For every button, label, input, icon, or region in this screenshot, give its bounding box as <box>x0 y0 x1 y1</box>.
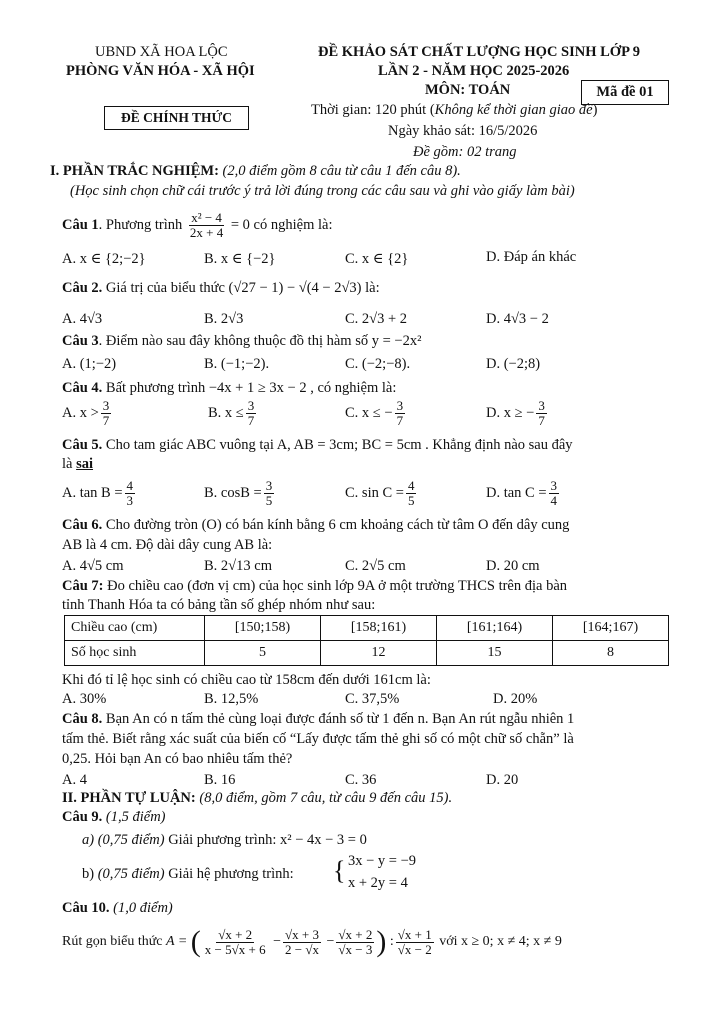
q3-option-b[interactable]: B. (−1;−2). <box>204 356 270 372</box>
table-row <box>65 641 669 666</box>
exam-date: Ngày khảo sát: 16/5/2026 <box>388 123 538 139</box>
q7-stem-3: Khi đó tỉ lệ học sinh có chiều cao từ 158cm đến dưới 161cm là: <box>62 672 431 688</box>
exam-code: Mã đề 01 <box>581 80 669 105</box>
q6-stem-2: AB là 4 cm. Độ dài dây cung AB là: <box>62 537 273 553</box>
q2-option-a[interactable]: A. 4√3 <box>62 311 103 327</box>
q5-option-d[interactable]: D. tan C = $\frac{3}{4}$ <box>486 478 558 508</box>
table-cell: 15 <box>437 641 553 666</box>
org-line1: UBND XÃ HOA LỘC <box>95 44 228 60</box>
q8-option-b[interactable]: B. 16 <box>204 772 236 788</box>
system-eq1: 3x − y = −9 <box>348 853 417 869</box>
q7-stem-2: tỉnh Thanh Hóa ta có bảng tần số ghép nhóm như sau: <box>62 597 376 613</box>
q9-heading: Câu 9. (1,5 điểm) <box>62 809 166 825</box>
q8-option-c[interactable]: C. 36 <box>345 772 377 788</box>
exam-round: LẦN 2 - NĂM HỌC 2025-2026 <box>378 63 570 79</box>
table-cell: [161;164) <box>437 616 553 641</box>
part1-instruction: (Học sinh chọn chữ cái trước ý trả lời đúng trong các câu sau và ghi vào giấy làm bài) <box>70 183 575 199</box>
q7-option-b[interactable]: B. 12,5% <box>204 691 259 707</box>
q3-option-c[interactable]: C. (−2;−8). <box>345 356 411 372</box>
q10-expression: Rút gọn biểu thức A = ( $\frac{√x + 2}{x - 5√x + 6}$ − $\frac{√x + 3}{2 - √x}$ − $\frac{√x + 2}{√x - 3}$ ) : $\frac{√x + 1}{√x - 2}$ với x ≥ 0; x ≠ 4; x ≠ 9 <box>62 925 562 958</box>
system-brace: { <box>333 856 346 885</box>
q7-option-a[interactable]: A. 30% <box>62 691 107 707</box>
table-cell: 8 <box>553 641 669 666</box>
q10-heading: Câu 10. (1,0 điểm) <box>62 900 173 916</box>
q1-option-b[interactable]: B. x ∈ {−2} <box>204 251 276 267</box>
table-cell: 5 <box>205 641 321 666</box>
q8-stem: Câu 8. Bạn An có n tấm thẻ cùng loại được đánh số từ 1 đến n. Bạn An rút ngẫu nhiên 1 <box>62 711 575 727</box>
table-cell: [150;158) <box>205 616 321 641</box>
q8-option-a[interactable]: A. 4 <box>62 772 87 788</box>
q9-part-b: b) (0,75 điểm) Giải hệ phương trình: <box>82 866 294 882</box>
exam-time: Thời gian: 120 phút (Không kể thời gian giao đề) <box>311 102 598 118</box>
q6-option-c[interactable]: C. 2√5 cm <box>345 558 406 574</box>
q9-part-a: a) (0,75 điểm) Giải phương trình: x² − 4x − 3 = 0 <box>82 832 367 848</box>
org-line2: PHÒNG VĂN HÓA - XÃ HỘI <box>66 63 255 79</box>
exam-pages: Đề gồm: 02 trang <box>413 144 517 160</box>
table-row <box>65 616 669 641</box>
q1-option-c[interactable]: C. x ∈ {2} <box>345 251 409 267</box>
q8-option-d[interactable]: D. 20 <box>486 772 519 788</box>
q6-option-b[interactable]: B. 2√13 cm <box>204 558 272 574</box>
table-cell: [164;167) <box>553 616 669 641</box>
table-cell: [158;161) <box>321 616 437 641</box>
q4-stem: Câu 4. Bất phương trình −4x + 1 ≥ 3x − 2 , có nghiệm là: <box>62 380 397 396</box>
q6-option-a[interactable]: A. 4√5 cm <box>62 558 124 574</box>
q6-stem: Câu 6. Cho đường tròn (O) có bán kính bằng 6 cm khoảng cách từ tâm O đến dây cung <box>62 517 570 533</box>
q1-option-a[interactable]: A. x ∈ {2;−2} <box>62 251 146 267</box>
q8-stem-2: tấm thẻ. Biết rằng xác suất của biến cố “Lấy được tấm thẻ ghi số có một chữ số chẵn” là <box>62 731 574 747</box>
q4-option-c[interactable]: C. x ≤ − $\frac{3}{7}$ <box>345 398 404 428</box>
system-eq2: x + 2y = 4 <box>348 875 408 891</box>
table-cell: Chiều cao (cm) <box>65 616 205 641</box>
q1-option-d[interactable]: D. Đáp án khác <box>486 249 577 265</box>
q7-option-d[interactable]: D. 20% <box>493 691 538 707</box>
table-cell: Số học sinh <box>65 641 205 666</box>
part1-heading: I. PHẦN TRẮC NGHIỆM: (2,0 điểm gồm 8 câu từ câu 1 đến câu 8). <box>50 163 461 179</box>
exam-subject: MÔN: TOÁN <box>425 82 511 98</box>
q2-option-c[interactable]: C. 2√3 + 2 <box>345 311 408 327</box>
exam-title: ĐỀ KHẢO SÁT CHẤT LƯỢNG HỌC SINH LỚP 9 <box>318 44 641 60</box>
q7-option-c[interactable]: C. 37,5% <box>345 691 400 707</box>
q5-option-c[interactable]: C. sin C = $\frac{4}{5}$ <box>345 478 415 508</box>
q3-option-a[interactable]: A. (1;−2) <box>62 356 117 372</box>
q1-stem: Câu 1. Phương trình $\frac{\text{x² − 4}}{2x + 4}$ = 0 có nghiệm là: <box>62 210 333 241</box>
part2-heading: II. PHẦN TỰ LUẬN: (8,0 điểm, gồm 7 câu, từ câu 9 đến câu 15). <box>62 790 453 806</box>
q5-option-a[interactable]: A. tan B = $\frac{4}{3}$ <box>62 478 134 508</box>
official-label: ĐỀ CHÍNH THỨC <box>104 106 249 130</box>
q5-option-b[interactable]: B. cosB = $\frac{3}{5}$ <box>204 478 273 508</box>
q8-stem-3: 0,25. Hỏi bạn An có bao nhiêu tấm thẻ? <box>62 751 293 767</box>
q2-option-d[interactable]: D. 4√3 − 2 <box>486 311 549 327</box>
q3-stem: Câu 3. Điểm nào sau đây không thuộc đồ thị hàm số y = −2x² <box>62 333 422 349</box>
q5-stem-2: là sai <box>62 456 94 472</box>
q7-stem: Câu 7: Đo chiều cao (đơn vị cm) của học sinh lớp 9A ở một trường THCS trên địa bàn <box>62 578 568 594</box>
q4-option-a[interactable]: A. x > $\frac{3}{7}$ <box>62 398 110 428</box>
frequency-table <box>64 615 669 666</box>
q3-option-d[interactable]: D. (−2;8) <box>486 356 541 372</box>
q4-option-d[interactable]: D. x ≥ − $\frac{3}{7}$ <box>486 398 545 428</box>
table-cell: 12 <box>321 641 437 666</box>
q4-option-b[interactable]: B. x ≤ $\frac{3}{7}$ <box>208 398 255 428</box>
q2-option-b[interactable]: B. 2√3 <box>204 311 244 327</box>
q6-option-d[interactable]: D. 20 cm <box>486 558 540 574</box>
q5-stem: Câu 5. Cho tam giác ABC vuông tại A, AB = 3cm; BC = 5cm . Khẳng định nào sau đây <box>62 437 573 453</box>
q2-stem: Câu 2. Giá trị của biểu thức (√27 − 1) − √(4 − 2√3) là: <box>62 280 380 296</box>
